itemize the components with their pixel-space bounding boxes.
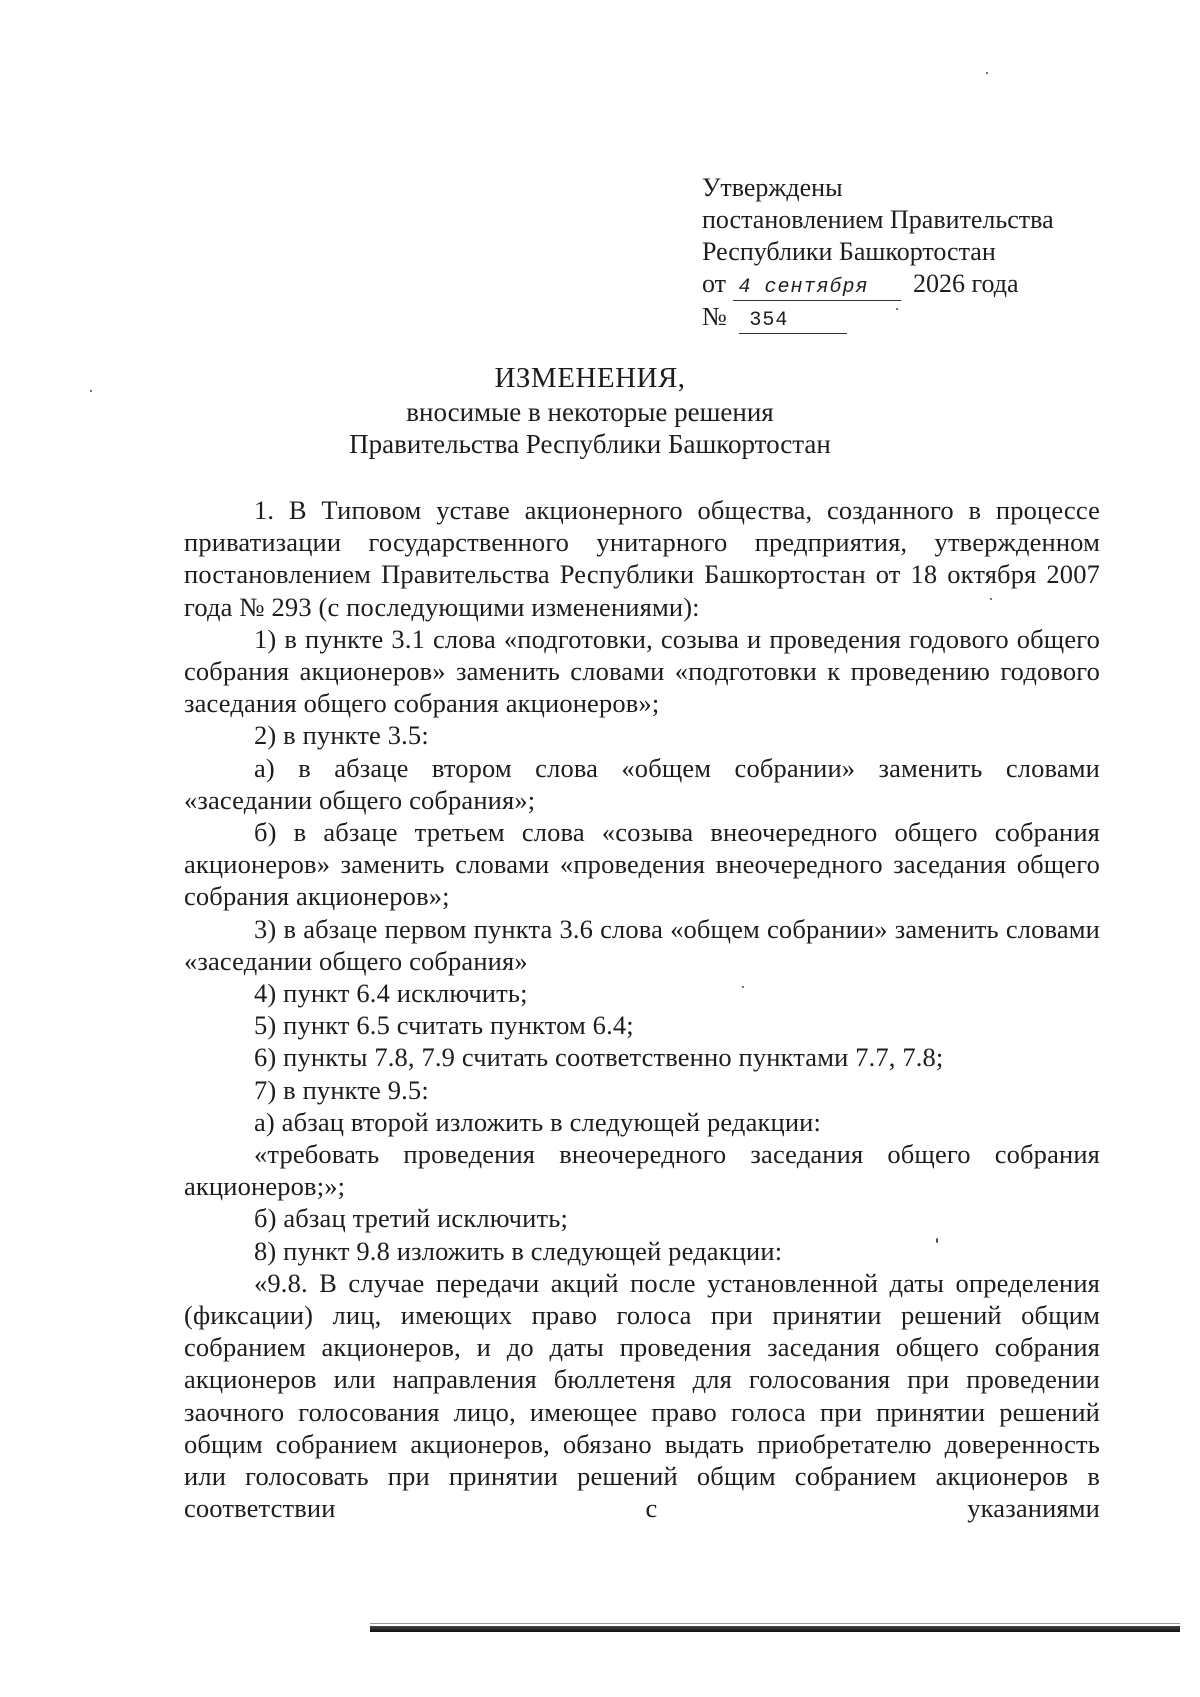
document-subtitle: Правительства Республики Башкортостан	[349, 429, 831, 459]
scan-speck	[742, 986, 744, 988]
paragraph: а) абзац второй изложить в следующей редакции:	[254, 1106, 822, 1137]
paragraph: б) абзац третий исключить;	[254, 1203, 568, 1234]
scan-speck	[936, 1238, 938, 1243]
paragraph: 1. В Типовом уставе акционерного общества, созданного в процессе приватизации государственного унитарного предприятия, утвержденном постановлением Правительства Республики Башкортостан от 18 октября 2007 года № 293 (с последующими изменениями):	[184, 495, 1100, 622]
number-value: 354	[739, 309, 847, 334]
document-subtitle: вносимые в некоторые решения	[406, 397, 774, 427]
document-title: ИЗМЕНЕНИЯ,	[494, 362, 686, 394]
paragraph: 7) в пункте 9.5:	[254, 1074, 429, 1105]
paragraph: 3) в абзаце первом пункта 3.6 слова «общем собрании» заменить словами «заседании общего собрания»	[184, 913, 1100, 976]
paragraph: 6) пункты 7.8, 7.9 считать соответственно пунктами 7.7, 7.8;	[254, 1042, 944, 1073]
scan-speck	[986, 72, 988, 74]
approval-block	[702, 172, 1054, 334]
paragraph: 2) в пункте 3.5:	[254, 720, 429, 751]
approval-line: Утверждены	[702, 173, 843, 202]
document-body	[184, 494, 1100, 1525]
approval-line: Республики Башкортостан	[702, 237, 996, 266]
scan-speck	[896, 308, 898, 310]
approval-date	[702, 268, 1054, 301]
approval-line: постановлением Правительства	[702, 205, 1054, 234]
paragraph: «9.8. В случае передачи акций после установленной даты определения (фиксации) лиц, имеющих право голоса при принятии решений общим собранием акционеров, и до даты проведения заседания общего собрания акционеров или направления бюллетеня для голосования при проведении заочного голосования лицо, имеющее право голоса при принятии решений общим собранием акционеров, обязано выдать приобретателю доверенность или голосовать при принятии решений общим собранием акционеров в соответствии с указаниями	[184, 1267, 1100, 1524]
date-suffix: 2026 года	[913, 269, 1019, 298]
scan-speck	[990, 598, 992, 600]
paragraph: б) в абзаце третьем слова «созыва внеочередного общего собрания акционеров» заменить словами «проведения внеочередного заседания общего собрания акционеров»;	[184, 817, 1100, 912]
scan-edge-line	[370, 1623, 1180, 1624]
paragraph: «требовать проведения внеочередного заседания общего собрания акционеров;»;	[184, 1139, 1100, 1202]
scan-edge-bar	[370, 1626, 1180, 1632]
paragraph: 8) пункт 9.8 изложить в следующей редакции:	[254, 1235, 783, 1266]
date-prefix: от	[702, 269, 727, 298]
paragraph: 1) в пункте 3.1 слова «подготовки, созыва и проведения годового общего собрания акционеров» заменить словами «подготовки к проведению годового заседания общего собрания акционеров»;	[184, 623, 1100, 719]
paragraph: 4) пункт 6.4 исключить;	[254, 978, 528, 1009]
scan-speck	[90, 390, 92, 392]
date-value: 4 сентября	[733, 276, 901, 301]
document-heading	[240, 362, 940, 460]
number-prefix: №	[702, 302, 727, 331]
paragraph: а) в абзаце втором слова «общем собрании» заменить словами «заседании общего собрания»;	[184, 752, 1100, 815]
paragraph: 5) пункт 6.5 считать пунктом 6.4;	[254, 1010, 634, 1041]
approval-number	[702, 301, 1054, 334]
